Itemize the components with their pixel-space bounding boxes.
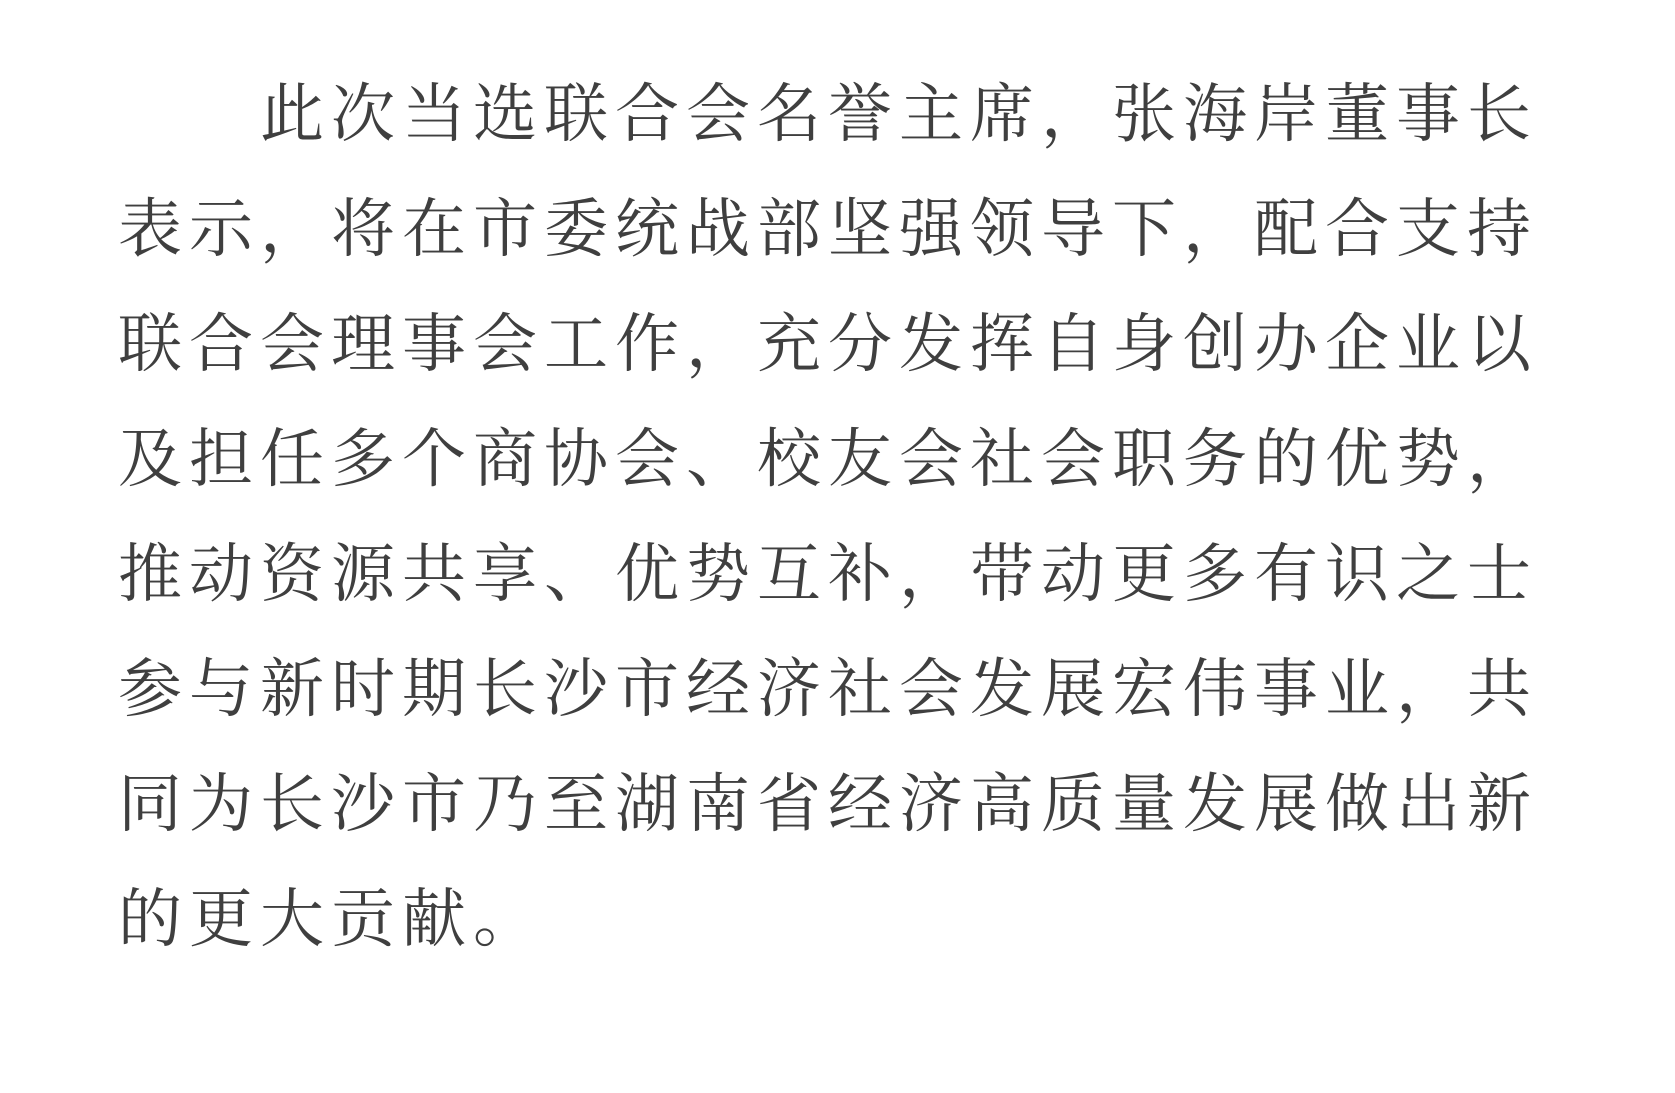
paragraph-line: 表示，将在市委统战部坚强领导下，配合支持 <box>118 193 1538 267</box>
paragraph-line: 同为长沙市乃至湖南省经济高质量发展做出新 <box>118 768 1538 842</box>
paragraph-line: 此次当选联合会名誉主席，张海岸董事长 <box>260 78 1538 152</box>
paragraph-line: 联合会理事会工作，充分发挥自身创办企业以 <box>118 308 1538 382</box>
paragraph-line: 推动资源共享、优势互补，带动更多有识之士 <box>118 538 1538 612</box>
paragraph-line: 及担任多个商协会、校友会社会职务的优势， <box>118 423 1538 497</box>
paragraph <box>118 58 1557 978</box>
paragraph-line: 参与新时期长沙市经济社会发展宏伟事业，共 <box>118 653 1538 727</box>
paragraph-line: 的更大贡献。 <box>118 883 544 957</box>
